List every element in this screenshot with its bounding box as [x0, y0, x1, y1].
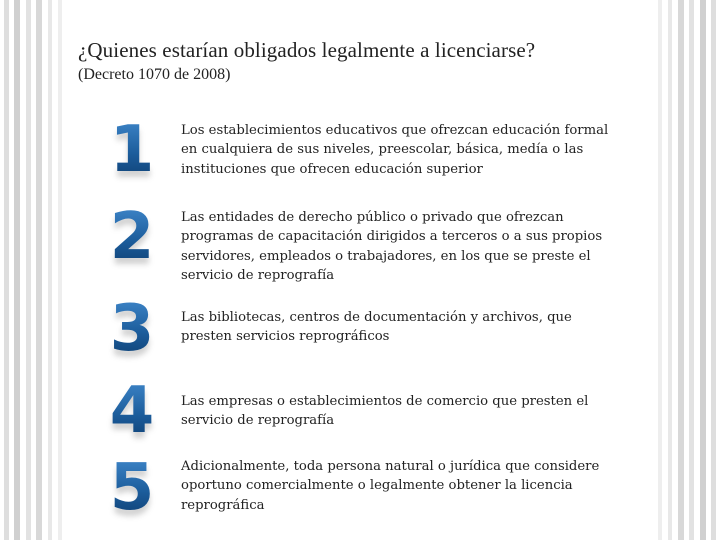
- right-stripe-decoration: [640, 0, 720, 540]
- number-4-graphic: 4: [104, 379, 160, 443]
- item-1-text: Los establecimientos educativos que ofrezcan educación formal en cualquiera de sus niveles, preescolar, básica, medía o las instituciones que ofrecen educación superior: [181, 123, 609, 177]
- slide-title: ¿Quienes estarían obligados legalmente a licenciarse?: [78, 38, 536, 62]
- item-3-text: Las bibliotecas, centros de documentación y archivos, que presten servicios reprográficos: [181, 310, 572, 345]
- item-2-text: Las entidades de derecho público o privado que ofrezcan programas de capacitación dirigidos a terceros o a sus propios servidores, empleados o trabajadores, en los que se preste el servicio de reprografía: [181, 210, 603, 283]
- number-3-graphic: 3: [104, 297, 160, 361]
- number-5-graphic: 5: [104, 456, 160, 520]
- left-stripe-decoration: [0, 0, 80, 540]
- item-5-text: Adicionalmente, toda persona natural o jurídica que considere oportuno comercialmente o legalmente obtener la licencia reprográfica: [181, 459, 600, 513]
- number-1-graphic: 1: [104, 118, 160, 182]
- item-4-text: Las empresas o establecimientos de comercio que presten el servicio de reprografía: [181, 394, 589, 429]
- slide-subtitle: (Decreto 1070 de 2008): [78, 66, 231, 83]
- number-2-graphic: 2: [104, 205, 160, 269]
